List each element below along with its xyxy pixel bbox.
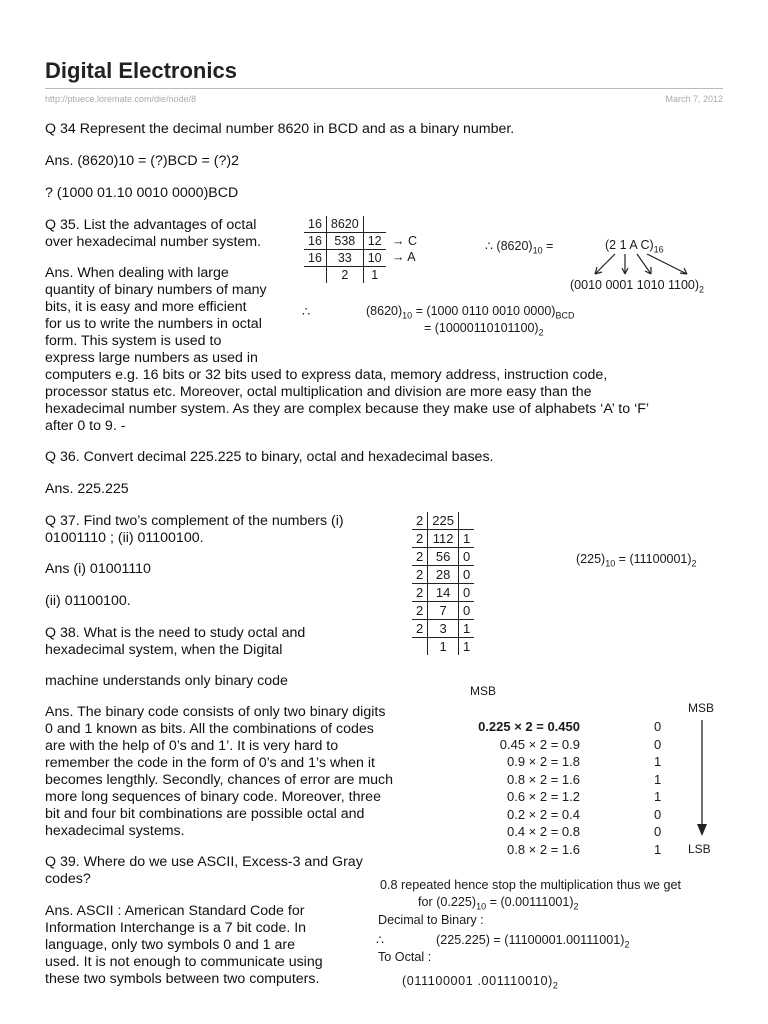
header-divider (45, 88, 723, 89)
a38-line: Ans. The binary code consists of only two binary digits (45, 704, 386, 720)
a35-line: computers e.g. 16 bits or 32 bits used to express data, memory address, instruction code, (45, 367, 608, 383)
q34-answer: Ans. (8620)10 = (?)BCD = (?)2 (45, 153, 239, 169)
multiplication-step (420, 771, 680, 789)
multiplication-steps (420, 718, 680, 858)
step-expression: 0.8 × 2 = 1.6 (506, 841, 580, 857)
step-bit: 1 (654, 754, 662, 769)
publish-date: March 7, 2012 (665, 94, 723, 104)
divisor-cell: 2 (412, 530, 428, 548)
a38-line: remember the code in the form of 0’s and 1’s when it (45, 755, 375, 771)
a38-line: are with the help of 0’s and 1’. It is very hard to (45, 738, 339, 754)
result-line: To Octal : (378, 950, 432, 964)
dividend-cell: 7 (428, 602, 459, 620)
division-row (412, 566, 474, 584)
hex-eq: = (542, 239, 554, 253)
multiplication-step (420, 788, 680, 806)
result-line: Decimal to Binary : (378, 913, 484, 927)
division-row (304, 216, 386, 233)
step-expression: 0.225 × 2 = 0.450 (478, 719, 580, 734)
dividend-cell: 8620 (326, 216, 363, 233)
dividend-cell: 112 (428, 530, 459, 548)
binary-groups-sub: 2 (699, 284, 705, 295)
binary-result-rhs-sub: 2 (691, 558, 697, 569)
binary-groups-text: (0010 0001 1010 1100) (570, 278, 700, 292)
final-bcd-sub: BCD (555, 310, 575, 321)
msb-to-lsb-arrow (696, 720, 708, 838)
final-lhs: (8620) (366, 304, 403, 318)
step-expression: 0.9 × 2 = 1.8 (506, 754, 580, 769)
result-line: 0.8 repeated hence stop the multiplication thus we get (380, 878, 682, 892)
a38-line: becomes lengthly. Secondly, chances of error are much (45, 772, 394, 788)
remainder-cell: 1 (458, 530, 474, 548)
divisor-cell: 2 (412, 620, 428, 638)
msb-left-label: MSB (470, 684, 497, 698)
a37-line: (ii) 01100100. (45, 593, 131, 609)
q38-line: hexadecimal system, when the Digital (45, 642, 283, 658)
a35-line: bits, it is easy and more efficient (45, 299, 247, 315)
binary-groups (570, 278, 704, 295)
a38-line: 0 and 1 known as bits. All the combinations of codes (45, 721, 374, 737)
multiplication-step (420, 841, 680, 859)
hex-lhs-text: ∴ (8620) (485, 239, 533, 253)
final-lhs-sub: 10 (402, 310, 413, 321)
q37-line: 01001110 ; (ii) 01100100. (45, 530, 204, 546)
a37-line: Ans (i) 01001110 (45, 561, 151, 577)
q37-line: Q 37. Find two’s complement of the numbers (i) (45, 513, 344, 529)
divisor-cell: 2 (412, 584, 428, 602)
arrow-c: → C (392, 234, 417, 248)
division-row (304, 267, 386, 284)
multiplication-step (420, 823, 680, 841)
remainder-cell: 12 (363, 233, 385, 250)
dividend-cell: 538 (326, 233, 363, 250)
q38-line: Q 38. What is the need to study octal and (45, 625, 306, 641)
divisor-cell: 16 (304, 233, 326, 250)
final-binary-sub: 2 (538, 327, 544, 338)
hex-value-sub: 16 (653, 244, 664, 255)
step-bit: 0 (654, 736, 662, 752)
result-line-6-sub: 2 (552, 980, 559, 991)
divisor-cell (412, 638, 428, 656)
result-line-6: (011100001 .001110010) (402, 974, 553, 988)
binary-result-lhs-sub: 10 (605, 558, 616, 569)
step-bit: 1 (654, 789, 662, 804)
step-bit: 1 (654, 841, 662, 857)
lsb-label: LSB (688, 842, 711, 856)
result-line-2b: = (0.00111001) (486, 895, 574, 909)
remainder-cell: 0 (458, 566, 474, 584)
result-line (402, 972, 559, 995)
remainder-cell: 0 (458, 602, 474, 620)
arrow-a: → A (392, 250, 416, 264)
step-expression: 0.4 × 2 = 0.8 (506, 824, 580, 839)
q35-line: Q 35. List the advantages of octal (45, 217, 257, 233)
divisor-cell: 16 (308, 217, 322, 231)
a38-line: hexadecimal systems. (45, 823, 185, 839)
division-row (304, 233, 386, 250)
division-row (412, 530, 474, 548)
division-row (304, 250, 386, 267)
fraction-multiplication-figure (420, 684, 725, 860)
a39-line: Information Interchange is a 7 bit code. In (45, 920, 307, 936)
step-expression: 0.6 × 2 = 1.2 (506, 789, 580, 804)
result-line (436, 931, 630, 954)
a39-line: used. It is not enough to communicate using (45, 954, 323, 970)
dividend-cell: 33 (326, 250, 363, 267)
a35-line: for us to write the numbers in octal (45, 316, 262, 332)
division-row (412, 602, 474, 620)
a35-line: processor status etc. Moreover, octal multiplication and division are more easy than the (45, 384, 592, 400)
a39-line: these two symbols between two computers. (45, 971, 320, 987)
hex-lhs-sub: 10 (532, 245, 543, 256)
multiplication-step (420, 736, 680, 754)
a35-line: Ans. When dealing with large (45, 265, 229, 281)
a39-line: Ans. ASCII : American Standard Code for (45, 903, 305, 919)
division-row (412, 638, 474, 656)
therefore-symbol: ∴ (302, 304, 311, 319)
a39-line: language, only two symbols 0 and 1 are (45, 937, 296, 953)
dividend-cell: 28 (428, 566, 459, 584)
step-expression: 0.8 × 2 = 1.6 (506, 771, 580, 787)
q38-line: machine understands only binary code (45, 673, 288, 689)
remainder-cell (363, 216, 385, 233)
a35-line: after 0 to 9. - (45, 418, 126, 434)
multiplication-step (420, 806, 680, 824)
multiplication-step (420, 718, 680, 736)
final-result-figure (372, 876, 728, 994)
remainder-cell: 1 (363, 267, 385, 284)
hex-division-table (304, 216, 386, 283)
divisor-cell: 2 (412, 602, 428, 620)
q39-line: codes? (45, 871, 91, 887)
step-bit: 0 (654, 806, 662, 822)
a35-line: form. This system is used to (45, 333, 222, 349)
division-row (412, 584, 474, 602)
dividend-cell: 225 (428, 512, 459, 530)
page-title: Digital Electronics (45, 58, 237, 83)
dividend-cell: 14 (428, 584, 459, 602)
final-binary-text: = (10000110101100) (424, 321, 539, 335)
remainder-cell: 1 (458, 620, 474, 638)
binary-result (576, 552, 697, 569)
q39-line: Q 39. Where do we use ASCII, Excess-3 and Gray (45, 854, 363, 870)
divisor-cell (304, 267, 326, 284)
grouping-arrows (585, 252, 705, 278)
hex-lhs (485, 238, 553, 256)
result-line-2-sub1: 10 (476, 901, 487, 912)
binary-result-lhs: (225) (576, 552, 606, 566)
final-binary (424, 321, 544, 338)
source-url[interactable]: http://ptuece.loremate.com/die/node/8 (45, 94, 197, 104)
final-bcd-text: = (1000 0110 0010 0000) (412, 304, 556, 318)
division-row (412, 512, 474, 530)
q34-text: Q 34 Represent the decimal number 8620 in BCD and as a binary number. (45, 121, 515, 137)
remainder-cell: 1 (458, 638, 474, 656)
divisor-cell: 16 (304, 250, 326, 267)
step-expression: 0.2 × 2 = 0.4 (506, 806, 580, 822)
a35-line: hexadecimal number system. As they are complex because they make use of alphabets ‘A’ to ‘F’ (45, 401, 650, 417)
hex-conversion-figure (300, 216, 720, 341)
dividend-cell: 3 (428, 620, 459, 638)
division-row (412, 620, 474, 638)
binary-result-rhs: = (11100001) (615, 552, 692, 566)
dividend-cell: 56 (428, 548, 459, 566)
result-line-4: (225.225) = (11100001.00111001) (436, 933, 625, 947)
hex-value-text: (2 1 A C) (605, 238, 654, 252)
divisor-cell: 2 (412, 566, 428, 584)
msb-right-label: MSB (688, 701, 715, 715)
remainder-cell: 10 (363, 250, 385, 267)
multiplication-step (420, 753, 680, 771)
remainder-cell: 0 (458, 584, 474, 602)
final-bcd (366, 304, 574, 321)
step-expression: 0.45 × 2 = 0.9 (499, 736, 580, 752)
a38-line: more long sequences of binary code. Moreover, three (45, 789, 381, 805)
step-bit: 0 (654, 824, 662, 839)
step-bit: 0 (654, 719, 662, 734)
remainder-cell (458, 512, 474, 530)
result-line-2-sub2: 2 (573, 901, 579, 912)
q36-text: Q 36. Convert decimal 225.225 to binary, octal and hexadecimal bases. (45, 449, 494, 465)
therefore-symbol-2: ∴ (376, 933, 385, 947)
divisor-cell: 2 (416, 513, 424, 528)
q34-bcd: ? (1000 01.10 0010 0000)BCD (45, 185, 239, 201)
dividend-cell: 2 (326, 267, 363, 284)
a36-text: Ans. 225.225 (45, 481, 129, 497)
remainder-cell: 0 (458, 548, 474, 566)
divisor-cell: 2 (412, 548, 428, 566)
a35-line: express large numbers as used in (45, 350, 258, 366)
division-row (412, 548, 474, 566)
a35-line: quantity of binary numbers of many (45, 282, 267, 298)
dividend-cell: 1 (428, 638, 459, 656)
result-line-2a: for (0.225) (418, 895, 477, 909)
step-bit: 1 (654, 771, 662, 787)
binary-division-figure (410, 512, 725, 672)
result-line-4-sub: 2 (624, 939, 630, 950)
binary-division-table (412, 512, 474, 655)
q35-line: over hexadecimal number system. (45, 234, 262, 250)
a38-line: bit and four bit combinations are possible octal and (45, 806, 365, 822)
